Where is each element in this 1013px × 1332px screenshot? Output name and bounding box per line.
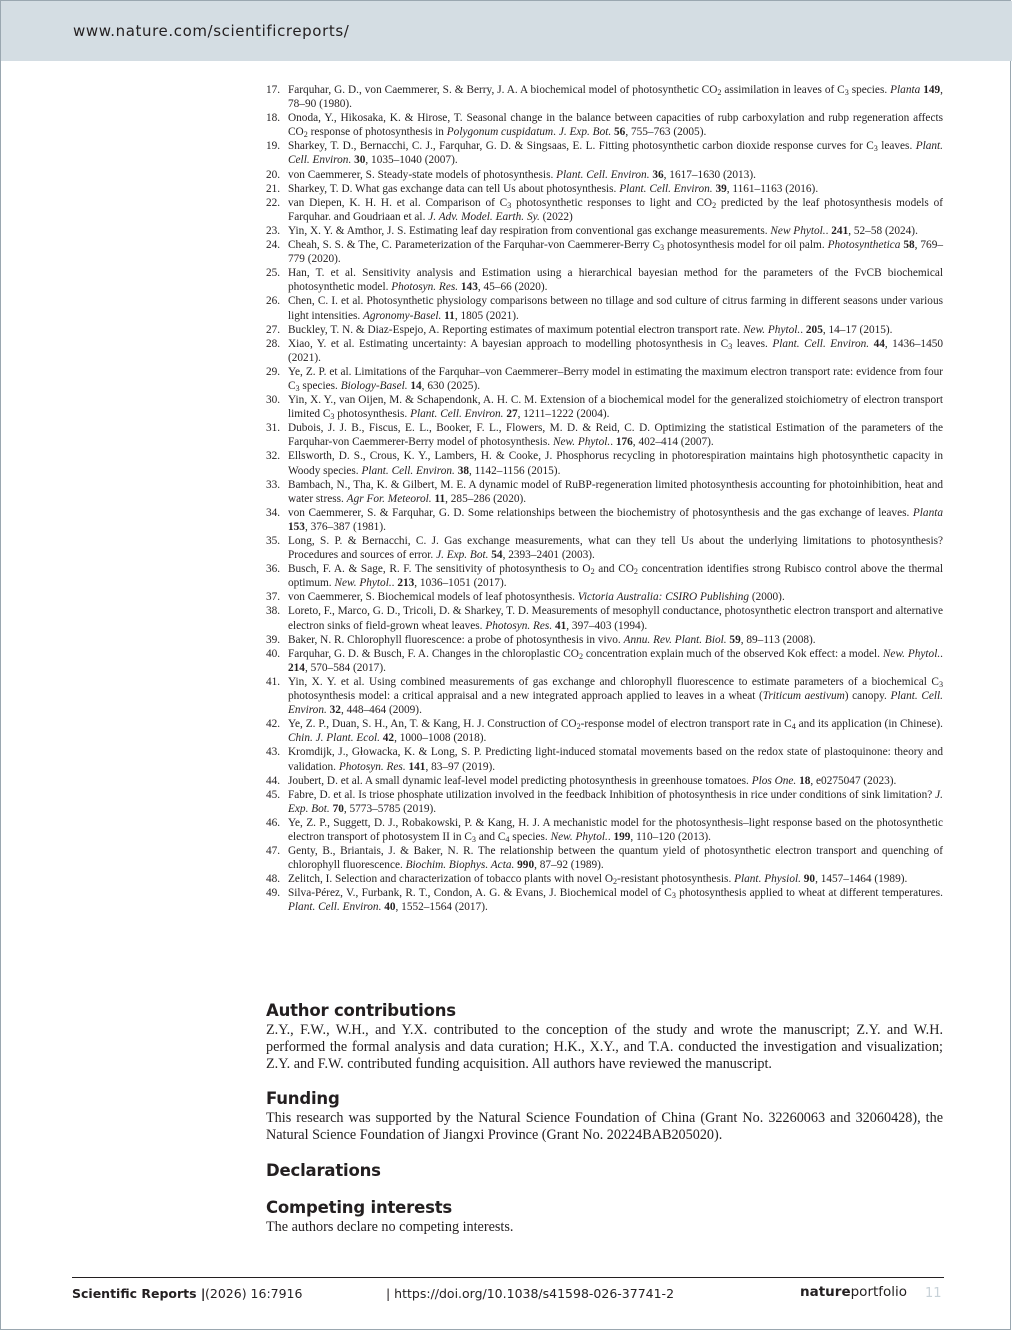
reference-item bbox=[266, 534, 943, 562]
funding-section bbox=[266, 1089, 943, 1144]
reference-item bbox=[266, 633, 943, 647]
reference-item bbox=[266, 365, 943, 393]
reference-number: 29. bbox=[266, 365, 281, 378]
page-header bbox=[1, 1, 1012, 61]
reference-item bbox=[266, 478, 943, 506]
reference-text: Ellsworth, D. S., Crous, K. Y., Lambers, H. & Cooke, J. Phosphorus recycling in photorespiration maintains high photosynthetic capacity in Woody species. Plant. Cell. Environ. 38, 1142–1156 (2015). bbox=[288, 450, 943, 477]
reference-text: Xiao, Y. et al. Estimating uncertainty: A bayesian approach to modelling photosynthesis in $C_3$ leaves. Plant. Cell. Environ. 44, 1436–1450 (2021). bbox=[288, 337, 944, 364]
reference-text: Sharkey, T. D., Bernacchi, C. J., Farquhar, G. D. & Singsaas, E. L. Fitting photosynthetic carbon dioxide response curves for $C_3$ leaves. Plant. Cell. Environ. 30, 1035–1040 (2007). bbox=[288, 140, 943, 167]
reference-item bbox=[266, 294, 943, 322]
reference-list bbox=[266, 83, 943, 915]
reference-number: 31. bbox=[266, 422, 281, 435]
reference-item bbox=[266, 168, 943, 182]
reference-number: 49. bbox=[266, 887, 281, 900]
reference-item bbox=[266, 774, 943, 788]
reference-number: 21. bbox=[266, 182, 281, 195]
reference-text: Cheah, S. S. & The, C. Parameterization of the Farquhar-von Caemmerer-Berry $C_3$ photosynthesis model for oil palm. Photosynthetica 58, 769–779 (2020). bbox=[288, 239, 943, 266]
reference-number: 19. bbox=[266, 140, 281, 153]
reference-number: 25. bbox=[266, 267, 281, 280]
reference-number: 40. bbox=[266, 647, 281, 660]
reference-text: von Caemmerer, S. Steady-state models of photosynthesis. Plant. Cell. Environ. 36, 1617–1630 (2013). bbox=[288, 168, 756, 181]
reference-text: Yin, X. Y. et al. Using combined measurements of gas exchange and chlorophyll fluorescence to estimate parameters of a biochemical $C_3$ photosynthesis model: a critical appraisal and a new integrated approach applied to leaves in a wheat (Triticum aestivum) canopy. Plant. Cell. Environ. 32, 448–464 (2009). bbox=[288, 675, 943, 717]
reference-item bbox=[266, 788, 943, 816]
reference-text: Farquhar, G. D., von Caemmerer, S. & Berry, J. A. A biochemical model of photosynthetic $CO_2$ assimilation in leaves of $C_3$ species. Planta 149, 78–90 (1980). bbox=[288, 84, 943, 111]
footer-divider bbox=[72, 1277, 944, 1278]
reference-item bbox=[266, 323, 943, 337]
reference-text: Loreto, F., Marco, G. D., Tricoli, D. & Sharkey, T. D. Measurements of mesophyll conductance, photosynthetic electron transport and alternative electron sinks of field-grown wheat leaves. Photosyn. Res. 41, 397–403 (1994). bbox=[288, 605, 943, 632]
reference-text: van Diepen, K. H. H. et al. Comparison of $C_3$ photosynthetic responses to light and $CO_2$ predicted by the leaf photosynthesis models of Farquhar. and Goudriaan et al. J. Adv. Model. Earth. Sy. (2022) bbox=[288, 196, 943, 223]
reference-text: Chen, C. I. et al. Photosynthetic physiology comparisons between no tillage and sod culture of citrus farming in different seasons under various light intensities. Agronomy-Basel. 11, 1805 (2021). bbox=[288, 295, 943, 322]
footer-doi-link[interactable]: | https://doi.org/10.1038/s41598-026-37741-2 bbox=[386, 1286, 675, 1301]
nature-portfolio-logo bbox=[800, 1284, 907, 1300]
reference-number: 26. bbox=[266, 295, 281, 308]
reference-item bbox=[266, 675, 943, 717]
reference-number: 46. bbox=[266, 816, 281, 829]
reference-text: Silva-Pérez, V., Furbank, R. T., Condon, A. G. & Evans, J. Biochemical model of $C_3$ photosynthesis applied to wheat at different temperatures. Plant. Cell. Environ. 40, 1552–1564 (2017). bbox=[288, 887, 943, 914]
reference-item bbox=[266, 266, 943, 294]
reference-text: von Caemmerer, S. Biochemical models of leaf photosynthesis. Victoria Australia: CSIRO Publishing (2000). bbox=[288, 591, 785, 604]
logo-nature: nature bbox=[800, 1284, 851, 1300]
reference-number: 44. bbox=[266, 774, 281, 787]
reference-text: Zelitch, I. Selection and characterization of tobacco plants with novel $O_2$-resistant photosynthesis. Plant. Physiol. 90, 1457–1464 (1989). bbox=[288, 873, 908, 887]
reference-item bbox=[266, 238, 943, 266]
reference-item bbox=[266, 647, 943, 675]
reference-item bbox=[266, 604, 943, 632]
reference-text: Ye, Z. P., Duan, S. H., An, T. & Kang, H. J. Construction of $CO_2$-response model of electron transport rate in $C_4$ and its application (in Chinese). Chin. J. Plant. Ecol. 42, 1000–1008 (2018). bbox=[288, 718, 943, 745]
reference-text: Dubois, J. J. B., Fiscus, E. L., Booker, F. L., Flowers, M. D. & Reid, C. D. Optimizing the statistical Estimation of the parameters of the Farquhar-von Caemmerer-Berry model of photosynthesis. New. Phytol.. 176, 402–414 (2007). bbox=[288, 422, 943, 449]
reference-text: Joubert, D. et al. A small dynamic leaf-level model predicting photosynthesis in greenhouse tomatoes. Plos One. 18, e0275047 (2023). bbox=[288, 774, 897, 787]
journal-url[interactable]: www.nature.com/scientificreports/ bbox=[73, 22, 350, 40]
reference-item bbox=[266, 506, 943, 534]
reference-text: Baker, N. R. Chlorophyll fluorescence: a probe of photosynthesis in vivo. Annu. Rev. Plant. Biol. 59, 89–113 (2008). bbox=[288, 633, 816, 646]
reference-number: 34. bbox=[266, 506, 281, 519]
reference-text: Kromdijk, J., Głowacka, K. & Long, S. P. Predicting light-induced stomatal movements based on the redox state of plastoquinone: theory and validation. Photosyn. Res. 141, 83–97 (2019). bbox=[288, 746, 943, 773]
reference-item bbox=[266, 393, 943, 421]
reference-item bbox=[266, 886, 943, 914]
reference-number: 43. bbox=[266, 746, 281, 759]
reference-number: 41. bbox=[266, 675, 281, 688]
reference-number: 38. bbox=[266, 605, 281, 618]
reference-number: 39. bbox=[266, 633, 281, 646]
reference-text: Busch, F. A. & Sage, R. F. The sensitivity of photosynthesis to $O_2$ and $CO_2$ concentration identifies strong Rubisco control above the thermal optimum. New. Phytol.. 213, 1036–1051 (2017). bbox=[288, 563, 944, 590]
reference-item bbox=[266, 337, 943, 365]
reference-item bbox=[266, 83, 943, 111]
reference-number: 18. bbox=[266, 112, 281, 125]
reference-item bbox=[266, 872, 943, 886]
funding-heading: Funding bbox=[266, 1089, 340, 1108]
reference-item bbox=[266, 717, 943, 745]
reference-text: Farquhar, G. D. & Busch, F. A. Changes in the chloroplastic $CO_2$ concentration explain much of the observed Kok effect: a model. New. Phytol.. 214, 570–584 (2017). bbox=[288, 647, 943, 674]
competing-interests-heading: Competing interests bbox=[266, 1198, 453, 1217]
reference-number: 20. bbox=[266, 168, 281, 181]
reference-item bbox=[266, 111, 943, 139]
reference-text: Ye, Z. P., Suggett, D. J., Robakowski, P. & Kang, H. J. A mechanistic model for the photosynthesis–light response based on the photosynthetic electron transport of photosystem II in $C_3$ and $C_4$ species. New. Phytol.. 199, 110–120 (2013). bbox=[288, 816, 943, 844]
reference-item bbox=[266, 844, 943, 872]
reference-text: Ye, Z. P. et al. Limitations of the Farquhar–von Caemmerer–Berry model in estimating the maximum electron transport rate: evidence from four $C_3$ species. Biology-Basel. 14, 630 (2025). bbox=[288, 365, 943, 393]
reference-text: Han, T. et al. Sensitivity analysis and Estimation using a hierarchical bayesian method for the parameters of the FvCB biochemical photosynthetic model. Photosyn. Res. 143, 45–66 (2020). bbox=[288, 267, 943, 294]
reference-text: Yin, X. Y., van Oijen, M. & Schapendonk, A. H. C. M. Extension of a biochemical model for the generalized stoichiometry of electron transport limited $C_3$ photosynthesis. Plant. Cell. Environ. 27, 1211–1222 (2004). bbox=[288, 394, 943, 422]
reference-text: Genty, B., Briantais, J. & Baker, N. R. The relationship between the quantum yield of photosynthetic electron transport and quenching of chlorophyll fluorescence. Biochim. Biophys. Acta. 990, 87–92 (1989). bbox=[288, 845, 943, 872]
reference-number: 22. bbox=[266, 196, 281, 209]
author-contributions-section bbox=[266, 1001, 943, 1074]
reference-text: Fabre, D. et al. Is triose phosphate utilization involved in the feedback Inhibition of photosynthesis in rice under conditions of sink limitation? J. Exp. Bot. 70, 5773–5785 (2019). bbox=[288, 788, 943, 815]
reference-number: 42. bbox=[266, 718, 281, 731]
reference-item bbox=[266, 449, 943, 477]
reference-item bbox=[266, 590, 943, 604]
funding-text: This research was supported by the Natural Science Foundation of China (Grant No. 32260063 and 32060428), the Natural Science Foundation of Jiangxi Province (Grant No. 20224BAB205020). bbox=[266, 1110, 943, 1144]
reference-item bbox=[266, 182, 943, 196]
declarations-section bbox=[266, 1161, 943, 1182]
reference-text: Long, S. P. & Bernacchi, C. J. Gas exchange measurements, what can they tell Us about the underlying limitations to photosynthesis? Procedures and sources of error. J. Exp. Bot. 54, 2393–2401 (2003). bbox=[288, 535, 943, 562]
reference-number: 48. bbox=[266, 873, 281, 886]
reference-number: 37. bbox=[266, 591, 281, 604]
competing-interests-text: The authors declare no competing interests. bbox=[266, 1219, 514, 1235]
reference-number: 17. bbox=[266, 84, 281, 96]
footer-journal-name: Scientific Reports | bbox=[72, 1286, 206, 1301]
reference-number: 45. bbox=[266, 788, 281, 801]
author-contributions-heading: Author contributions bbox=[266, 1001, 456, 1020]
declarations-heading: Declarations bbox=[266, 1161, 381, 1180]
reference-item bbox=[266, 562, 943, 590]
reference-text: Sharkey, T. D. What gas exchange data can tell Us about photosynthesis. Plant. Cell. Environ. 39, 1161–1163 (2016). bbox=[288, 182, 819, 195]
reference-number: 35. bbox=[266, 535, 281, 547]
footer-citation: (2026) 16:7916 bbox=[205, 1286, 303, 1301]
reference-number: 24. bbox=[266, 239, 281, 252]
author-contributions-text: Z.Y., F.W., W.H., and Y.X. contributed to the conception of the study and wrote the manuscript; Z.Y. and W.H. performed the formal analysis and data curation; H.K., X.Y., and T.A. conducted the investigation and visualization; Z.Y. and F.W. contributed funding acquisition. All authors have reviewed the manuscript. bbox=[266, 1022, 943, 1073]
reference-text: Yin, X. Y. & Amthor, J. S. Estimating leaf day respiration from conventional gas exchange measurements. New Phytol.. 241, 52–58 (2024). bbox=[288, 224, 918, 237]
reference-number: 28. bbox=[266, 337, 281, 350]
reference-item bbox=[266, 224, 943, 238]
reference-item bbox=[266, 421, 943, 449]
reference-item bbox=[266, 816, 943, 844]
reference-text: Onoda, Y., Hikosaka, K. & Hirose, T. Seasonal change in the balance between capacities of rubp carboxylation and rubp regeneration affects $CO_2$ response of photosynthesis in Polygonum cuspidatum. J. Exp. Bot. 56, 755–763 (2005). bbox=[288, 112, 943, 140]
reference-item bbox=[266, 139, 943, 167]
reference-number: 47. bbox=[266, 845, 281, 858]
reference-text: Buckley, T. N. & Diaz-Espejo, A. Reporting estimates of maximum potential electron transport rate. New. Phytol.. 205, 14–17 (2015). bbox=[288, 323, 893, 336]
page-number: 11 bbox=[925, 1286, 942, 1301]
reference-number: 23. bbox=[266, 224, 281, 237]
reference-number: 33. bbox=[266, 478, 281, 491]
reference-item bbox=[266, 196, 943, 224]
reference-number: 32. bbox=[266, 450, 281, 463]
reference-text: von Caemmerer, S. & Farquhar, G. D. Some relationships between the biochemistry of photosynthesis and the gas exchange of leaves. Planta 153, 376–387 (1981). bbox=[288, 506, 943, 533]
reference-item bbox=[266, 745, 943, 773]
reference-number: 30. bbox=[266, 394, 281, 407]
competing-interests-section bbox=[266, 1198, 943, 1236]
reference-number: 27. bbox=[266, 323, 281, 336]
logo-portfolio: portfolio bbox=[850, 1284, 908, 1300]
reference-number: 36. bbox=[266, 563, 281, 576]
reference-text: Bambach, N., Tha, K. & Gilbert, M. E. A dynamic model of RuBP-regeneration limited photosynthesis accounting for photoinhibition, heat and water stress. Agr For. Meteorol. 11, 285–286 (2020). bbox=[288, 478, 943, 505]
